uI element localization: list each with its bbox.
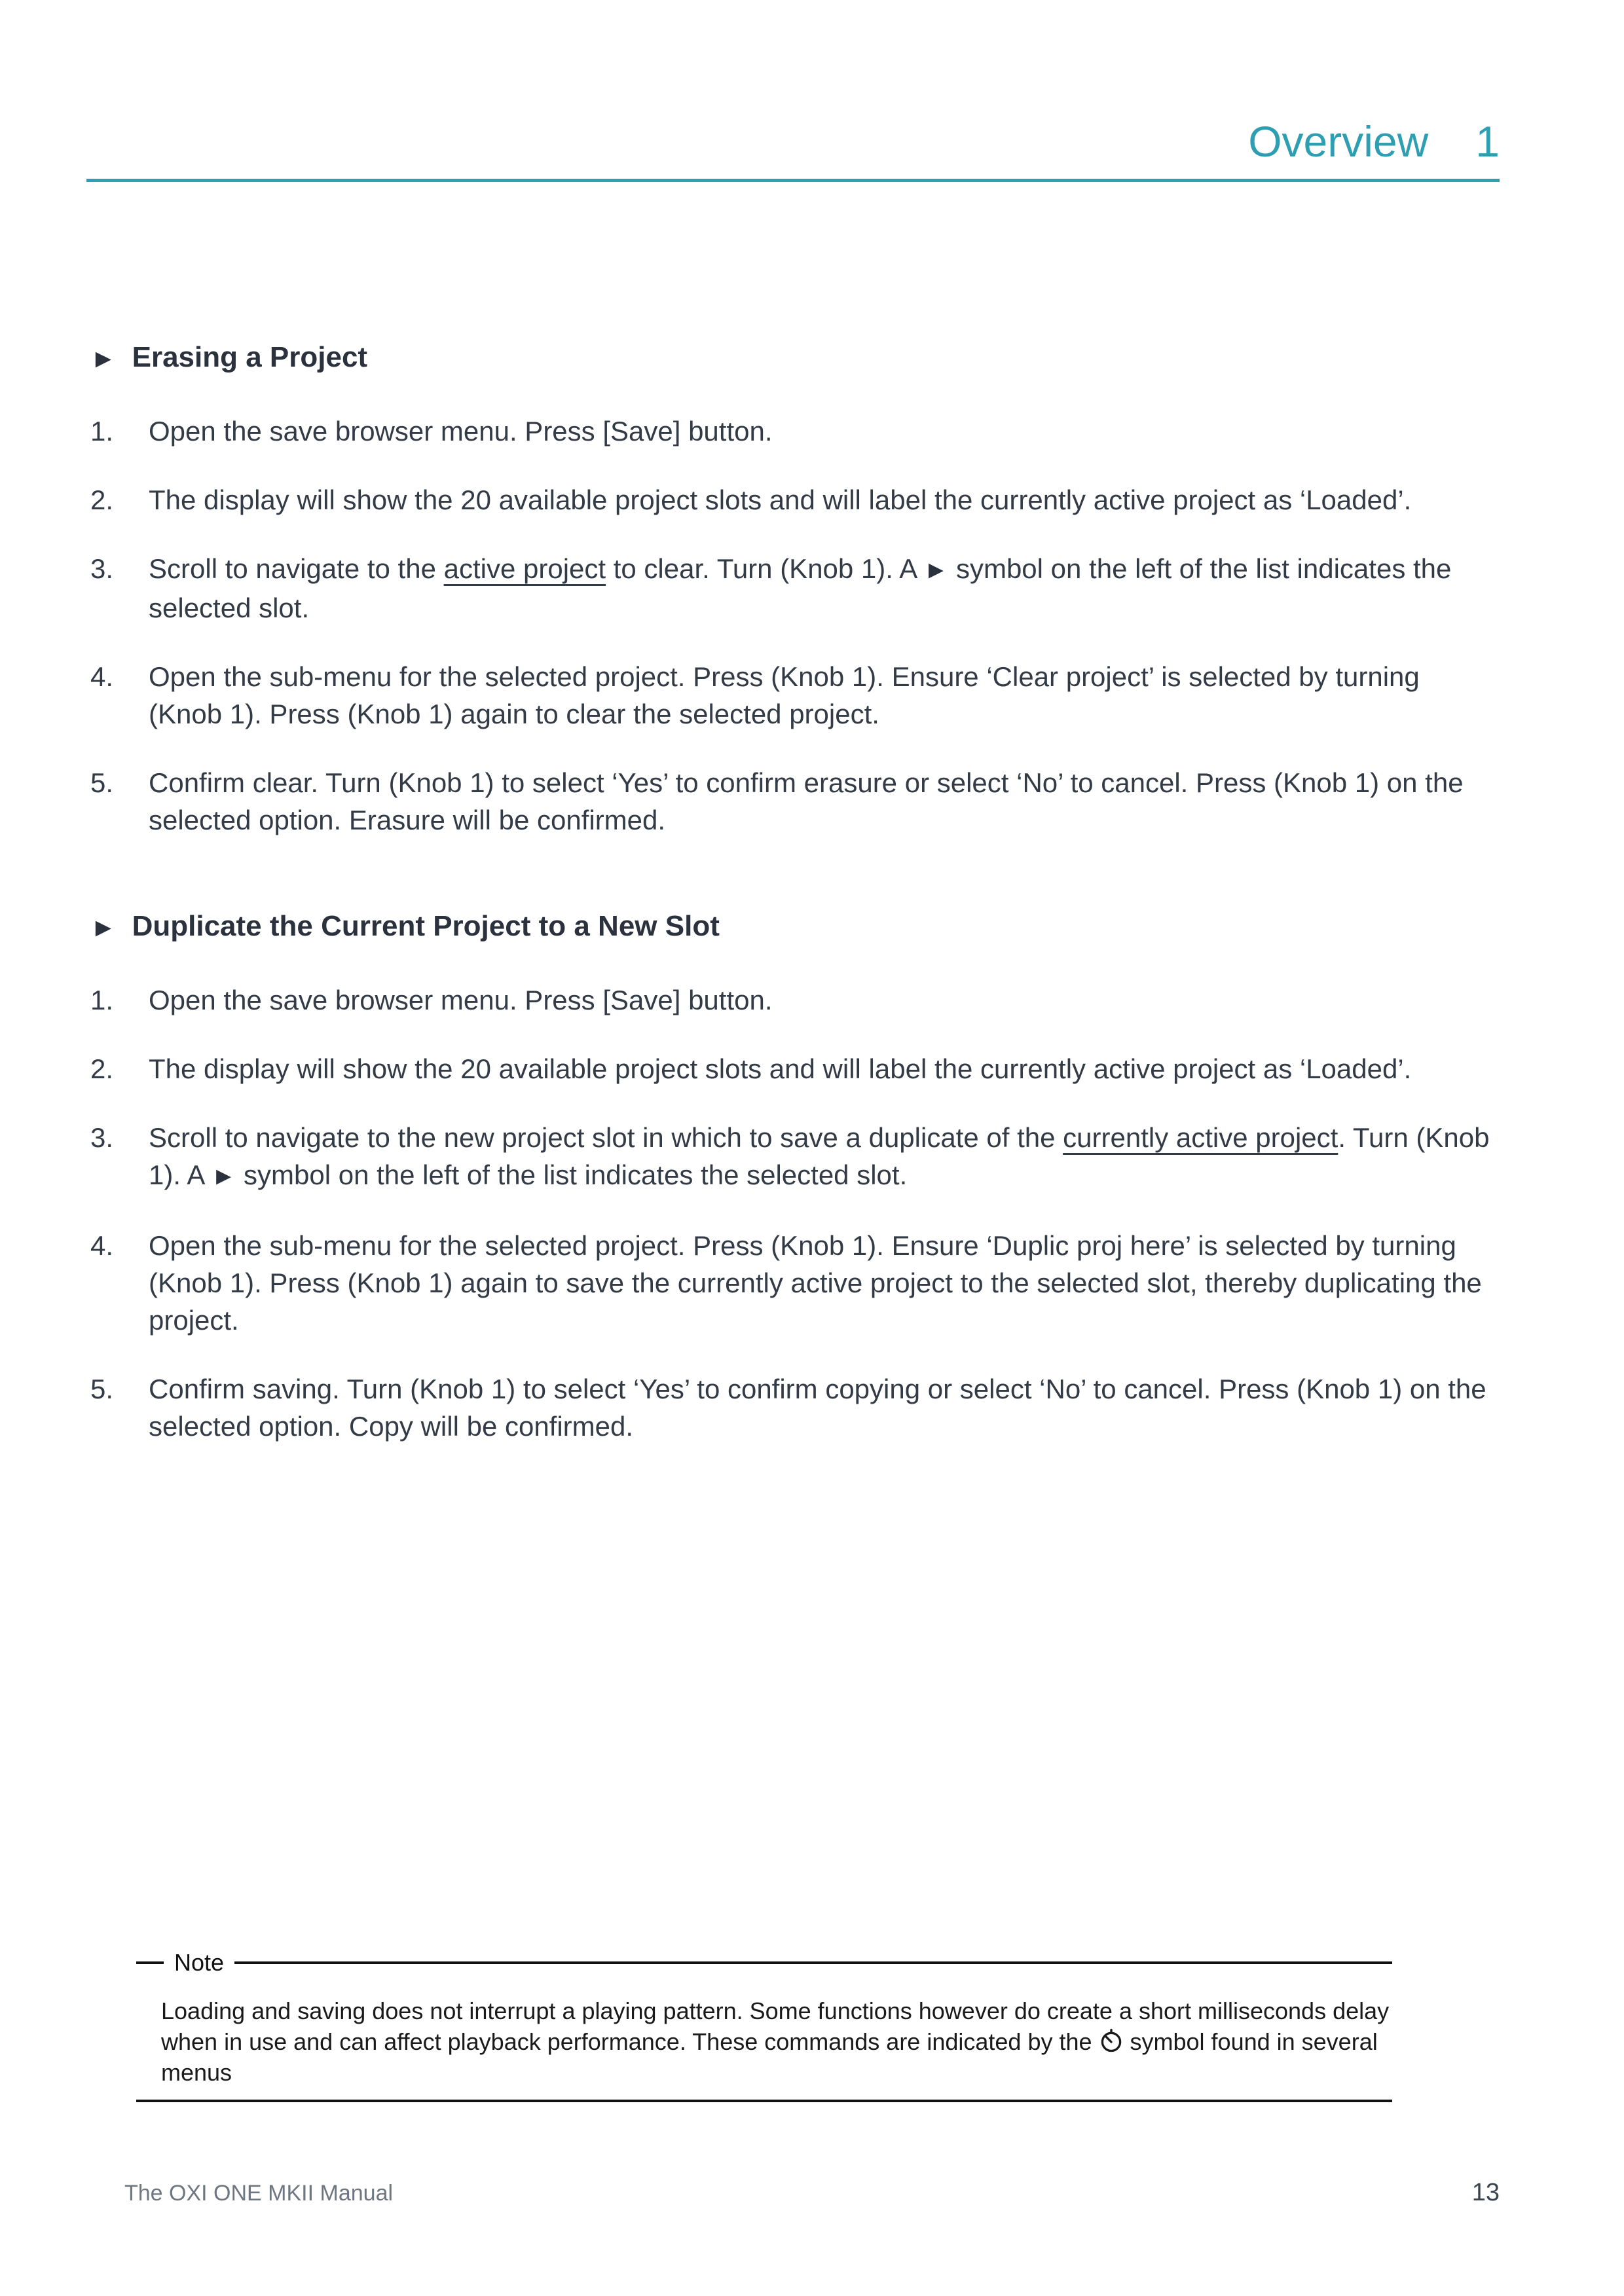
step-item	[90, 1227, 1500, 1339]
note-header	[136, 1948, 1392, 1977]
triangle-right-icon: ►	[90, 344, 117, 373]
underlined-phrase: currently active project	[1063, 1121, 1338, 1153]
manual-title: The OXI ONE MKII Manual	[124, 2181, 394, 2206]
chapter-header	[90, 118, 1500, 166]
step-text: Confirm saving. Turn (Knob 1) to select ‘Yes’ to confirm copying or select ‘No’ to cancel. Press (Knob 1) on the selected option. Copy will be confirmed.	[149, 1373, 1486, 1442]
note-text-segment: Loading and saving does not interrupt a playing pattern. Some functions however do create a short milliseconds delay when in use and can affect playback performance. These commands are indicated by the	[161, 1997, 1390, 2055]
section-heading-label: Erasing a Project	[132, 341, 368, 373]
step-number: 3.	[90, 1121, 114, 1153]
step-number: 4.	[90, 1230, 114, 1261]
step-text	[149, 550, 1500, 627]
step-item	[90, 1119, 1500, 1195]
section-heading	[90, 340, 1500, 374]
section-erasing-project	[90, 340, 1500, 839]
timer-icon	[1099, 2028, 1124, 2053]
step-text: Confirm clear. Turn (Knob 1) to select ‘Yes’ to confirm erasure or select ‘No’ to cancel. Press (Knob 1) on the selected option. Erasure will be confirmed.	[149, 767, 1464, 835]
step-item	[90, 550, 1500, 627]
step-item	[90, 1370, 1500, 1445]
chapter-title: Overview	[1248, 117, 1429, 166]
step-text: Open the save browser menu. Press [Save] button.	[149, 984, 773, 1015]
step-text: Open the sub-menu for the selected project. Press (Knob 1). Ensure ‘Duplic proj here’ is selected by turning (Knob 1). Press (Knob 1) again to save the currently active project to the selected slot, thereby duplicating the project.	[149, 1230, 1482, 1336]
chapter-title-rule	[86, 179, 1500, 182]
step-list	[90, 981, 1500, 1445]
footer	[124, 2179, 1500, 2207]
selected-slot-triangle-icon: ►	[211, 1162, 236, 1190]
step-item	[90, 412, 1500, 450]
note-text	[161, 1995, 1392, 2088]
step-text-segment: symbol on the left of the list indicates the selected slot.	[149, 553, 1452, 623]
note-label: Note	[174, 1949, 225, 1976]
step-text-segment: to clear. Turn (Knob 1). A	[606, 553, 924, 584]
underlined-phrase: active project	[443, 553, 606, 584]
note-top-rule	[234, 1961, 1392, 1964]
step-number: 3.	[90, 553, 114, 584]
step-number: 1.	[90, 984, 114, 1015]
triangle-right-icon: ►	[90, 913, 117, 942]
step-item	[90, 981, 1500, 1019]
step-number: 5.	[90, 1373, 114, 1404]
step-text: The display will show the 20 available project slots and will label the currently active project as ‘Loaded’.	[149, 484, 1412, 515]
step-text: The display will show the 20 available project slots and will label the currently active project as ‘Loaded’.	[149, 1053, 1412, 1084]
step-text-segment: Scroll to navigate to the new project slot in which to save a duplicate of the	[149, 1121, 1063, 1153]
step-text	[149, 1119, 1500, 1195]
step-list	[90, 412, 1500, 839]
step-item	[90, 658, 1500, 733]
step-number: 2.	[90, 484, 114, 515]
step-number: 4.	[90, 661, 114, 692]
step-number: 2.	[90, 1053, 114, 1084]
page-content	[90, 340, 1500, 1476]
note-dash-rule	[136, 1961, 164, 1964]
selected-slot-triangle-icon: ►	[923, 556, 949, 584]
page-number: 13	[1471, 2179, 1500, 2206]
step-number: 5.	[90, 767, 114, 798]
step-text-segment: Scroll to navigate to the	[149, 553, 444, 584]
step-item	[90, 481, 1500, 519]
step-number: 1.	[90, 415, 114, 446]
section-heading-label: Duplicate the Current Project to a New Slot	[132, 909, 720, 942]
step-item	[90, 1050, 1500, 1087]
note-box	[136, 1948, 1392, 2102]
section-heading	[90, 909, 1500, 943]
note-bottom-rule	[136, 2100, 1392, 2102]
step-text: Open the sub-menu for the selected project. Press (Knob 1). Ensure ‘Clear project’ is selected by turning (Knob 1). Press (Knob 1) again to clear the selected project.	[149, 661, 1420, 729]
step-text-segment: . Turn (Knob 1). A	[149, 1121, 1490, 1190]
chapter-number: 1	[1475, 117, 1500, 166]
note-text-segment: symbol found in several menus	[161, 2028, 1378, 2086]
step-text-segment: symbol on the left of the list indicates the selected slot.	[236, 1159, 908, 1190]
section-duplicate-project	[90, 909, 1500, 1445]
step-text: Open the save browser menu. Press [Save] button.	[149, 415, 773, 446]
step-item	[90, 764, 1500, 839]
